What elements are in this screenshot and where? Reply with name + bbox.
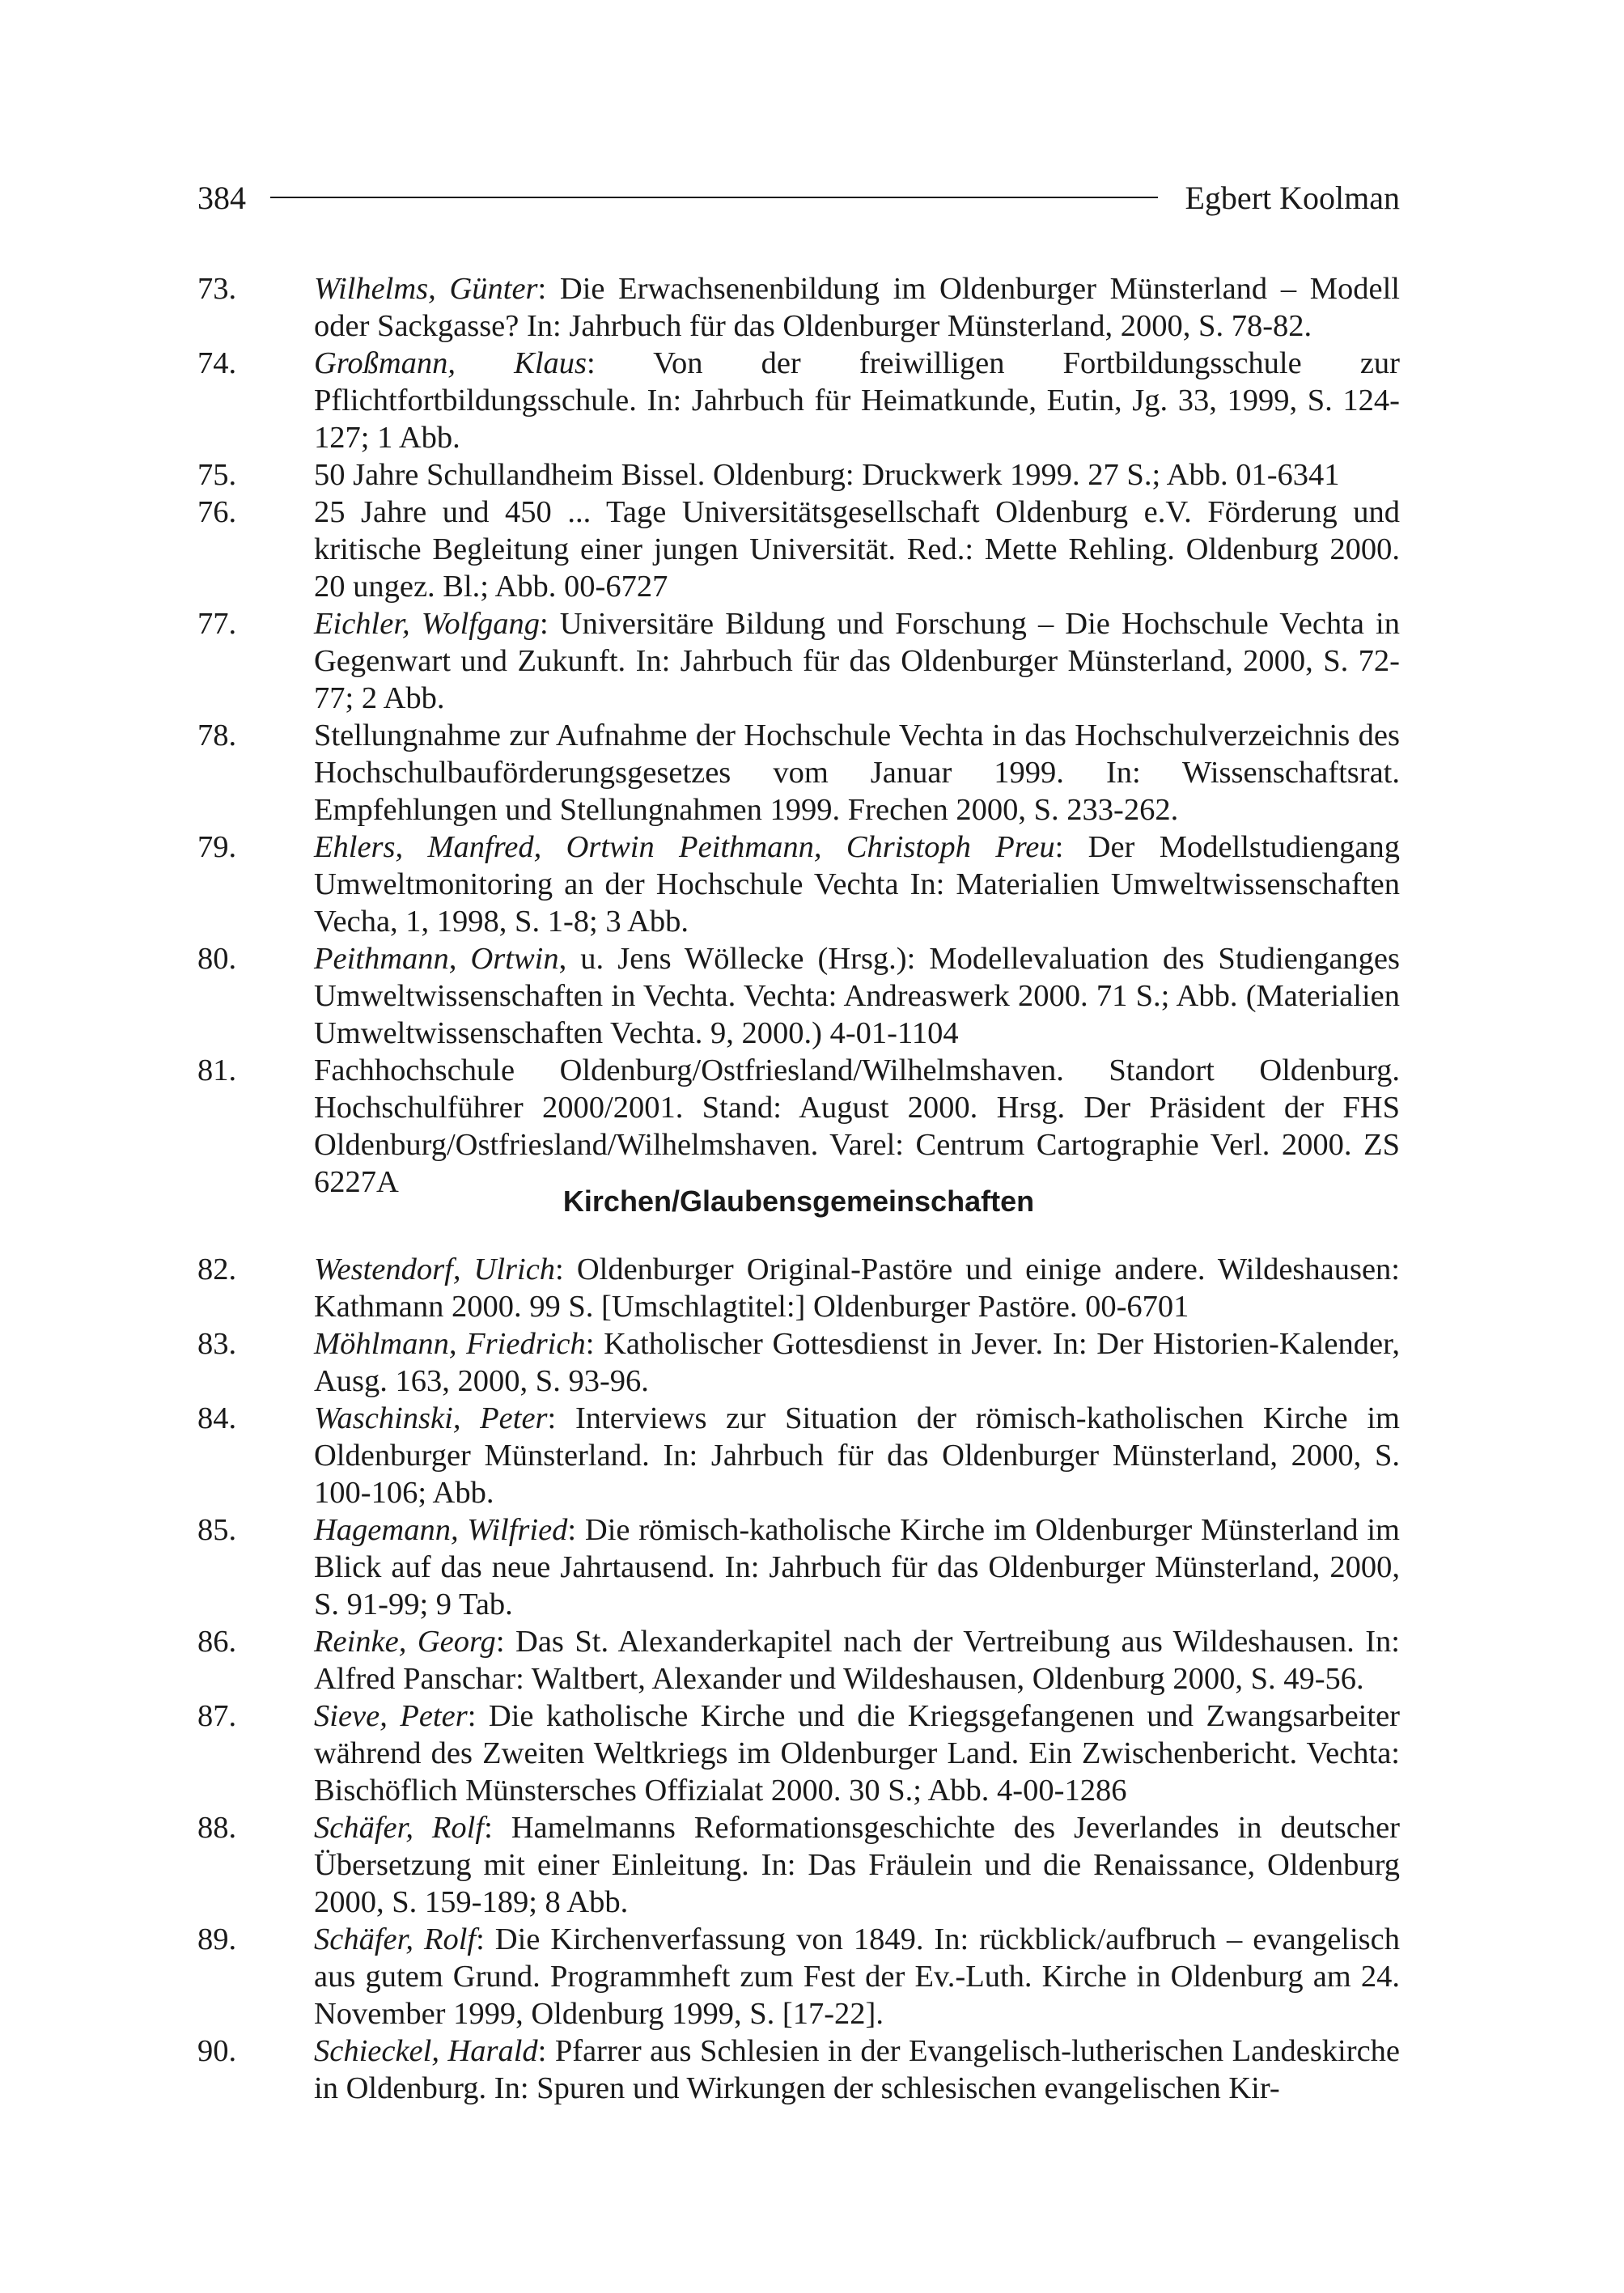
entry-text: : Die römisch-katholische Kirche im Oldenburger Münsterland im Blick auf das neue Jahrtausend. In: Jahrbuch für das Oldenburger Münsterland, 2000, S. 91-99; 9 Tab. bbox=[314, 1513, 1400, 1621]
running-head-author: Egbert Koolman bbox=[1185, 179, 1400, 216]
entry-text: Stellungnahme zur Aufnahme der Hochschule Vechta in das Hochschulverzeichnis des Hochschulbauförderungsgesetzes vom Januar 1999. In: Wissenschaftsrat. Empfehlungen und Stellungnahmen 1999. Frechen 2000, S. 233-262. bbox=[314, 718, 1400, 827]
entry-body bbox=[314, 1921, 1400, 2032]
entry-author: Reinke, Georg bbox=[314, 1625, 496, 1659]
bibliography-entry bbox=[197, 1400, 1400, 1511]
entry-body bbox=[314, 717, 1400, 829]
entry-number: 83. bbox=[197, 1327, 237, 1361]
entry-number: 75. bbox=[197, 458, 237, 492]
entry-number: 84. bbox=[197, 1401, 237, 1435]
entry-number: 79. bbox=[197, 830, 237, 864]
entry-author: Westendorf, Ulrich bbox=[314, 1252, 556, 1286]
entry-body bbox=[314, 605, 1400, 717]
bibliography-entry bbox=[197, 456, 1400, 494]
entry-author: Möhlmann, Friedrich bbox=[314, 1327, 586, 1361]
entry-text: : Von der freiwilligen Fortbildungsschule zur Pflichtfortbildungsschule. In: Jahrbuch für Heimatkunde, Eutin, Jg. 33, 1999, S. 124-127; 1 Abb. bbox=[314, 346, 1400, 455]
entry-text: 50 Jahre Schullandheim Bissel. Oldenburg: Druckwerk 1999. 27 S.; Abb. 01-6341 bbox=[314, 458, 1340, 492]
entry-body bbox=[314, 1325, 1400, 1400]
entry-author: Schäfer, Rolf bbox=[314, 1811, 485, 1845]
entry-body bbox=[314, 345, 1400, 456]
entry-body bbox=[314, 1809, 1400, 1921]
entry-number: 76. bbox=[197, 495, 237, 529]
page-number: 384 bbox=[197, 179, 246, 216]
bibliography-entry bbox=[197, 1697, 1400, 1809]
entry-author: Wilhelms, Günter bbox=[314, 272, 538, 306]
entry-text: : Das St. Alexanderkapitel nach der Vertreibung aus Wildeshausen. In: Alfred Panschar: Waltbert, Alexander und Wildeshausen, Oldenburg 2000, S. 49-56. bbox=[314, 1625, 1400, 1696]
entry-author: Eichler, Wolfgang bbox=[314, 607, 540, 641]
bibliography-entry bbox=[197, 270, 1400, 345]
entry-body bbox=[314, 1251, 1400, 1325]
bibliography-entry bbox=[197, 940, 1400, 1052]
entry-number: 73. bbox=[197, 272, 237, 306]
entry-body bbox=[314, 494, 1400, 605]
entry-number: 80. bbox=[197, 942, 237, 976]
header-rule bbox=[270, 197, 1158, 198]
entry-number: 85. bbox=[197, 1513, 237, 1547]
entry-number: 89. bbox=[197, 1922, 237, 1956]
bibliography-entry bbox=[197, 605, 1400, 717]
bibliography-entry bbox=[197, 1921, 1400, 2032]
entry-author: Waschinski, Peter bbox=[314, 1401, 548, 1435]
entry-number: 82. bbox=[197, 1252, 237, 1286]
entry-body bbox=[314, 1697, 1400, 1809]
entry-text: : Die Kirchenverfassung von 1849. In: rückblick/aufbruch – evangelisch aus gutem Grund. Programmheft zum Fest der Ev.-Luth. Kirche in Oldenburg am 24. November 1999, Oldenburg 1999, S. [17-22]. bbox=[314, 1922, 1401, 2031]
entry-author: Großmann, Klaus bbox=[314, 346, 587, 380]
entry-body bbox=[314, 2032, 1400, 2107]
entry-number: 81. bbox=[197, 1053, 237, 1087]
entry-text: : Pfarrer aus Schlesien in der Evangelisch-lutherischen Landeskirche in Oldenburg. In: Spuren und Wirkungen der schlesischen evangelischen Kir- bbox=[314, 2034, 1400, 2105]
bibliography-entry bbox=[197, 1052, 1400, 1201]
bibliography-entry bbox=[197, 1325, 1400, 1400]
entry-author: Schieckel, Harald bbox=[314, 2034, 538, 2068]
entry-number: 74. bbox=[197, 346, 237, 380]
bibliography-entry bbox=[197, 1511, 1400, 1623]
entry-body bbox=[314, 270, 1400, 345]
bibliography-entry bbox=[197, 345, 1400, 456]
entry-text: : Universitäre Bildung und Forschung – Die Hochschule Vechta in Gegenwart und Zukunft. In: Jahrbuch für das Oldenburger Münsterland, 2000, S. 72-77; 2 Abb. bbox=[314, 607, 1401, 715]
entry-body bbox=[314, 1400, 1400, 1511]
entry-number: 78. bbox=[197, 718, 237, 752]
bibliography-entry bbox=[197, 1251, 1400, 1325]
bibliography-entry bbox=[197, 494, 1400, 605]
entry-number: 86. bbox=[197, 1625, 237, 1659]
entry-text: : Der Modellstudiengang Umweltmonitoring an der Hochschule Vechta In: Materialien Umweltwissenschaften Vecha, 1, 1998, S. 1-8; 3 Abb. bbox=[314, 830, 1400, 939]
bibliography-entry bbox=[197, 1623, 1400, 1697]
entry-author: Hagemann, Wilfried bbox=[314, 1513, 568, 1547]
entry-body bbox=[314, 456, 1400, 494]
entry-body bbox=[314, 1052, 1400, 1201]
entry-text: , u. Jens Wöllecke (Hrsg.): Modellevaluation des Studienganges Umweltwissenschaften in Vechta. Vechta: Andreaswerk 2000. 71 S.; Abb. (Materialien Umweltwissenschaften Vechta. 9, 2000.) 4-01-1104 bbox=[314, 942, 1400, 1050]
entry-text: Fachhochschule Oldenburg/Ostfriesland/Wilhelmshaven. Standort Oldenburg. Hochschulführer 2000/2001. Stand: August 2000. Hrsg. Der Präsident der FHS Oldenburg/Ostfriesland/Wilhelmshaven. Varel: Centrum Cartographie Verl. 2000. ZS 6227A bbox=[314, 1053, 1400, 1199]
entry-author: Ehlers, Manfred, Ortwin Peithmann, Christoph Preu bbox=[314, 830, 1055, 864]
bibliography-entry bbox=[197, 717, 1400, 829]
entry-body bbox=[314, 1511, 1400, 1623]
running-head bbox=[197, 173, 1400, 222]
entry-body bbox=[314, 1623, 1400, 1697]
entry-number: 87. bbox=[197, 1699, 237, 1733]
entry-author: Sieve, Peter bbox=[314, 1699, 468, 1733]
entry-number: 77. bbox=[197, 607, 237, 641]
bibliography-list-education bbox=[197, 270, 1400, 1201]
entry-text: : Die katholische Kirche und die Kriegsgefangenen und Zwangsarbeiter während des Zweiten Weltkriegs im Oldenburger Land. Ein Zwischenbericht. Vechta: Bischöflich Münstersches Offizialat 2000. 30 S.; Abb. 4-00-1286 bbox=[314, 1699, 1400, 1808]
entry-number: 88. bbox=[197, 1811, 237, 1845]
entry-author: Peithmann, Ortwin bbox=[314, 942, 559, 976]
entry-text: 25 Jahre und 450 ... Tage Universitätsgesellschaft Oldenburg e.V. Förderung und kritische Begleitung einer jungen Universität. Red.: Mette Rehling. Oldenburg 2000. 20 ungez. Bl.; Abb. 00-6727 bbox=[314, 495, 1400, 604]
bibliography-entry bbox=[197, 2032, 1400, 2107]
entry-body bbox=[314, 940, 1400, 1052]
entry-text: : Katholischer Gottesdienst in Jever. In: Der Historien-Kalender, Ausg. 163, 2000, S. 93-96. bbox=[314, 1327, 1401, 1398]
bibliography-entry bbox=[197, 1809, 1400, 1921]
entry-author: Schäfer, Rolf bbox=[314, 1922, 477, 1956]
entry-text: : Die Erwachsenenbildung im Oldenburger Münsterland – Modell oder Sackgasse? In: Jahrbuch für das Oldenburger Münsterland, 2000, S. 78-82. bbox=[314, 272, 1400, 343]
section-heading: Kirchen/Glaubensgemeinschaften bbox=[562, 1185, 1035, 1218]
entry-number: 90. bbox=[197, 2034, 237, 2068]
entry-text: : Hamelmanns Reformationsgeschichte des Jeverlandes in deutscher Übersetzung mit einer Einleitung. In: Das Fräulein und die Renaissance, Oldenburg 2000, S. 159-189; 8 Abb. bbox=[314, 1811, 1400, 1919]
bibliography-entry bbox=[197, 829, 1400, 940]
bibliography-list-churches bbox=[197, 1251, 1400, 2107]
entry-text: : Oldenburger Original-Pastöre und einige andere. Wildeshausen: Kathmann 2000. 99 S. [Umschlagtitel:] Oldenburger Pastöre. 00-6701 bbox=[314, 1252, 1400, 1324]
entry-body bbox=[314, 829, 1400, 940]
entry-text: : Interviews zur Situation der römisch-katholischen Kirche im Oldenburger Münsterland. In: Jahrbuch für das Oldenburger Münsterland, 2000, S. 100-106; Abb. bbox=[314, 1401, 1400, 1510]
